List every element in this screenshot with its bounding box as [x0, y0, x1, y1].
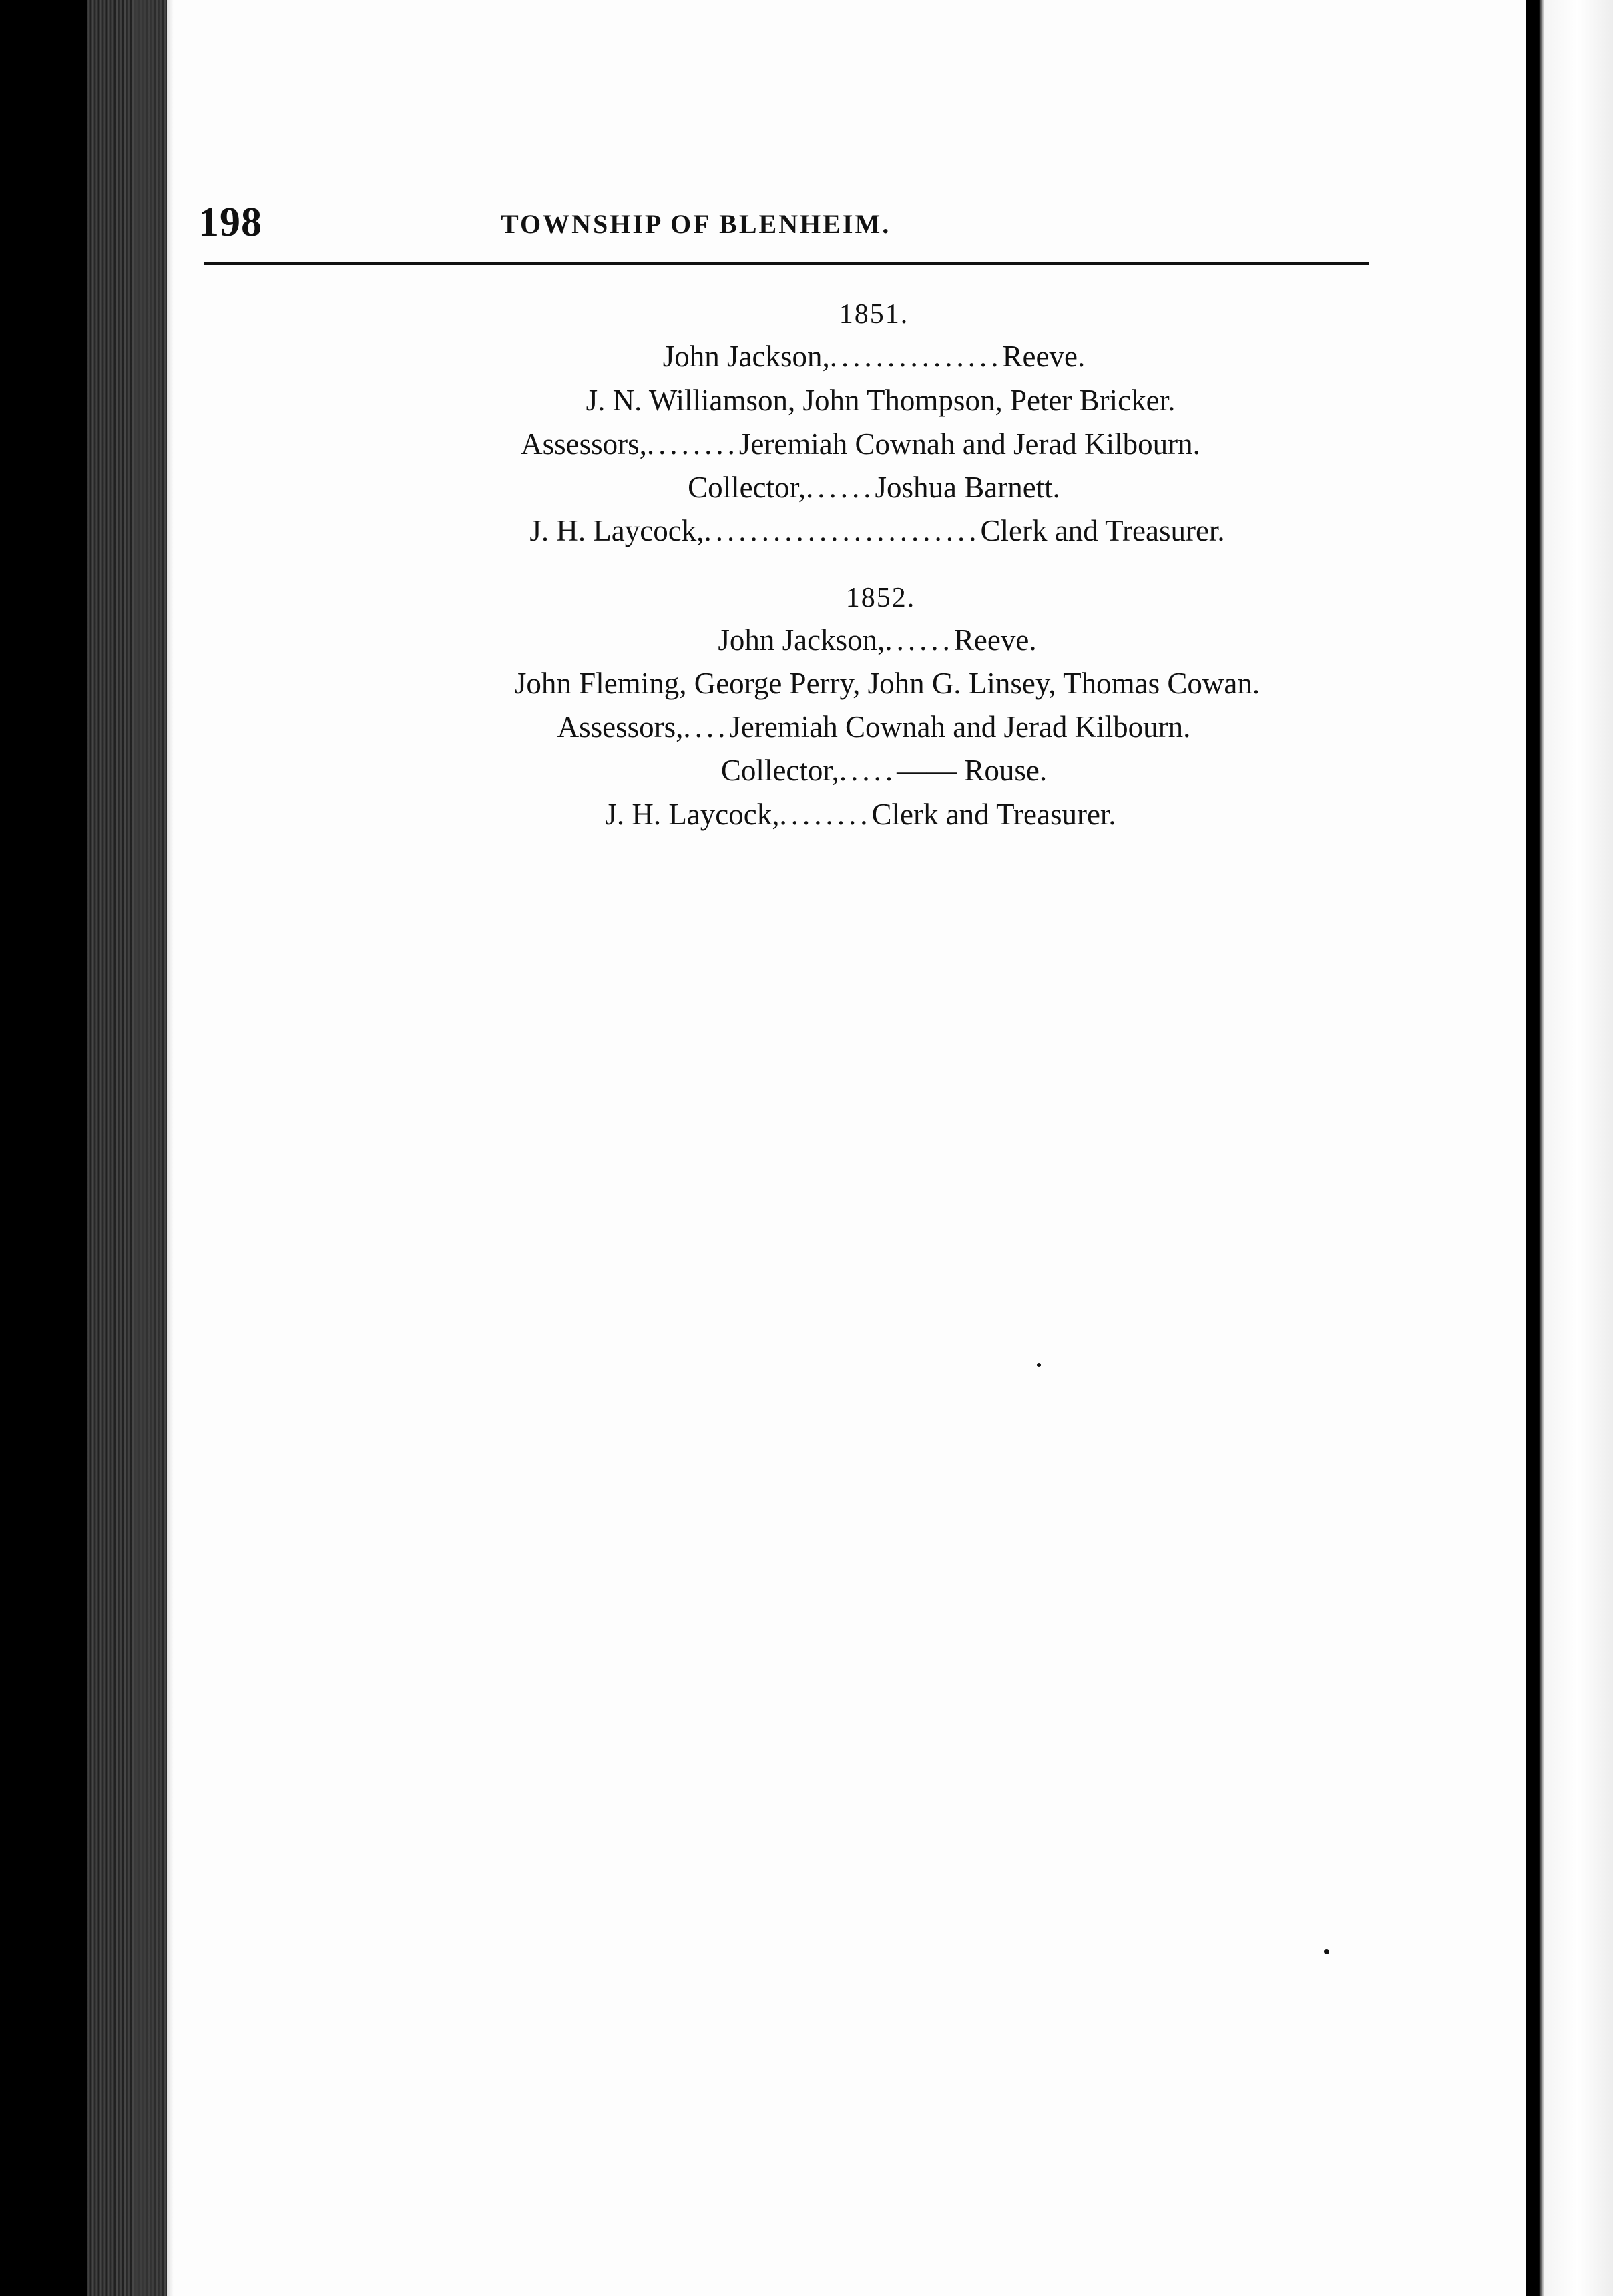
- entry-collector-1852: [204, 756, 1564, 786]
- entry-office: Clerk and Treasurer.: [980, 514, 1225, 547]
- entry-office: Jeremiah Cownah and Jerad Kilbourn.: [729, 710, 1191, 744]
- entry-assessors-1852: [194, 712, 1554, 742]
- leader-dots: .....: [839, 754, 897, 787]
- entry-office: Reeve.: [953, 623, 1037, 657]
- page-header: [0, 199, 1613, 252]
- leader-dots: ...............: [829, 340, 1003, 373]
- running-title: TOWNSHIP OF BLENHEIM.: [501, 209, 891, 239]
- leader-dots: ....: [683, 710, 730, 744]
- entry-office: —— Rouse.: [897, 754, 1048, 787]
- entry-councillors-1851: J. N. Williamson, John Thompson, Peter Bricker.: [586, 384, 1176, 417]
- leader-dots: ........: [646, 427, 739, 461]
- entry-name: Assessors,: [557, 710, 684, 744]
- header-rule: [204, 262, 1369, 265]
- gutter-shadow: [134, 0, 174, 2296]
- leader-dots: ........................: [704, 514, 981, 547]
- entry-name: Collector,: [688, 471, 806, 504]
- leader-dots: ........: [779, 798, 872, 831]
- entry-name: John Jackson,: [718, 623, 885, 657]
- scan-speck: [1037, 1363, 1041, 1367]
- leader-dots: ......: [885, 623, 954, 657]
- entry-name: Assessors,: [521, 427, 647, 461]
- entry-office: Reeve.: [1002, 340, 1086, 373]
- entry-office: Jeremiah Cownah and Jerad Kilbourn.: [738, 427, 1200, 461]
- leader-dots: ......: [805, 471, 875, 504]
- entry-name: J. H. Laycock,: [605, 798, 780, 831]
- entry-councillors-1852: John Fleming, George Perry, John G. Linsey, Thomas Cowan.: [514, 667, 1260, 700]
- year-heading-1851: 1851.: [839, 299, 909, 330]
- year-heading-1852: 1852.: [845, 583, 916, 613]
- page-number: 198: [198, 200, 262, 245]
- entry-name: J. H. Laycock,: [529, 514, 704, 547]
- entry-office: Joshua Barnett.: [875, 471, 1060, 504]
- entry-clerk-1852: [180, 800, 1541, 830]
- entry-office: Clerk and Treasurer.: [871, 798, 1116, 831]
- entry-reeve-1851: [194, 342, 1554, 372]
- scan-speck: [1324, 1949, 1329, 1954]
- entry-clerk-1851: [197, 516, 1558, 546]
- entry-name: Collector,: [720, 754, 839, 787]
- entry-collector-1851: [194, 473, 1554, 503]
- entry-name: John Jackson,: [662, 340, 830, 373]
- entry-reeve-1852: [197, 625, 1558, 655]
- entry-assessors-1851: [180, 429, 1541, 459]
